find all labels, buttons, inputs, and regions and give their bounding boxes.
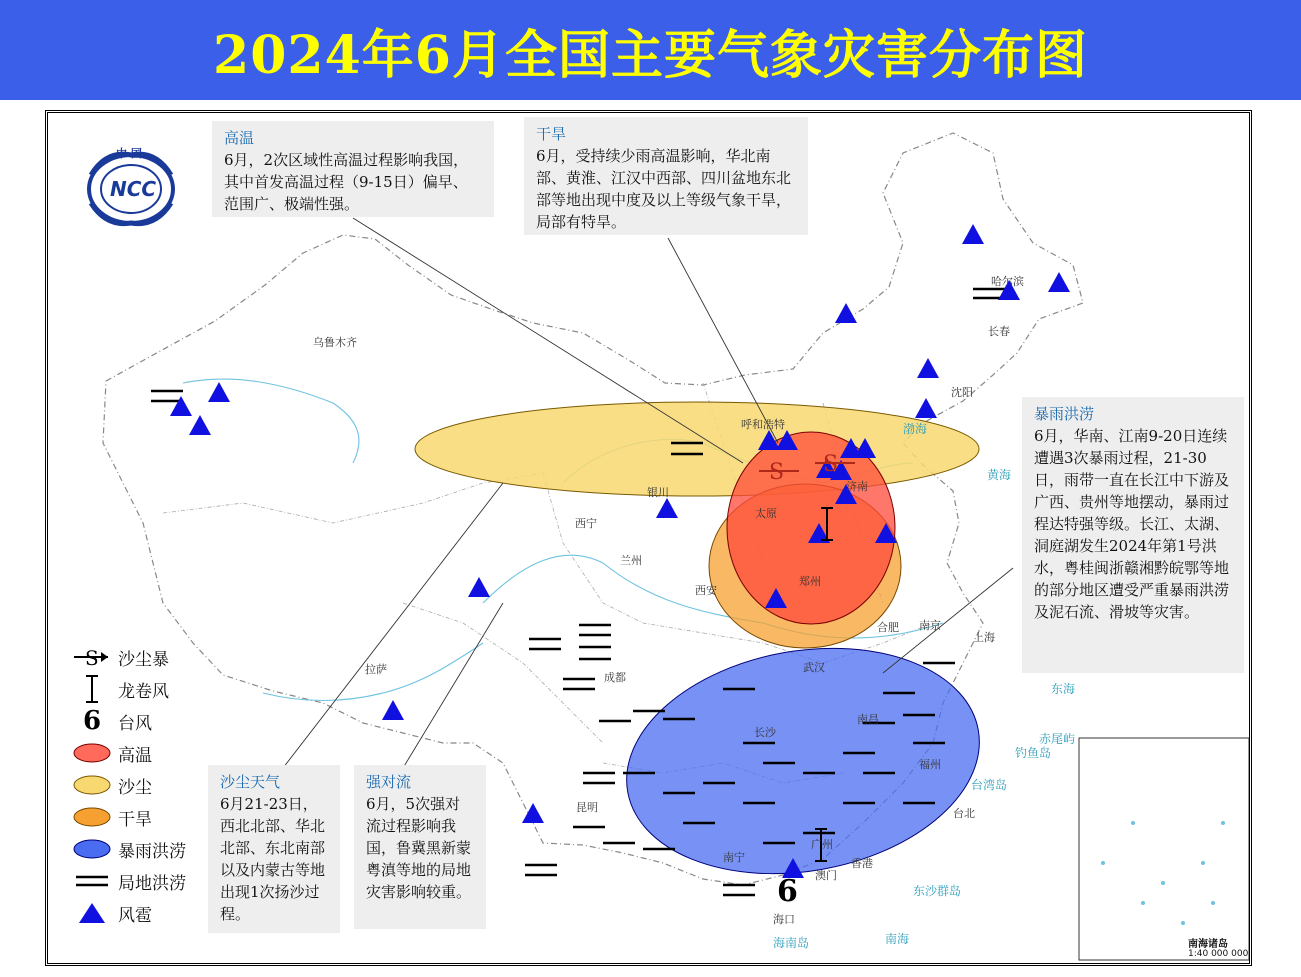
inset-title: 南海诸岛 xyxy=(1188,939,1228,950)
map-frame xyxy=(45,110,1252,966)
legend-row-rainstorm xyxy=(70,833,230,865)
city-label: 香港 xyxy=(851,857,873,870)
city-label: 昆明 xyxy=(576,801,598,814)
hail-mark xyxy=(382,700,404,720)
legend-row-drought xyxy=(70,801,230,833)
legend xyxy=(70,641,230,929)
city-label: 南宁 xyxy=(723,851,745,864)
sea-label: 南海 xyxy=(885,932,910,946)
local-flood-icon xyxy=(70,866,114,896)
city-label: 济南 xyxy=(846,480,868,493)
drought-callout xyxy=(524,117,808,235)
dust-head: 沙尘天气 xyxy=(220,773,281,791)
drought-head: 干旱 xyxy=(536,125,567,143)
legend-row-high-temp xyxy=(70,737,230,769)
svg-text:S: S xyxy=(85,646,99,670)
rainstorm-body: 6月，华南、江南9-20日连续遭遇3次暴雨过程，21-30日，雨带一直在长江中下游及广西、贵州等地摆动，暴雨过程达特强等级。长江、太湖、洞庭湖发生2024年第1号洪水，粤桂闽浙赣湘黔皖鄂等地的部分地区遭受严重暴雨洪涝及泥石流、滑坡等灾害。 xyxy=(1034,427,1230,621)
legend-row-typhoon xyxy=(70,705,230,737)
high-temp-callout xyxy=(212,121,494,217)
convection-body: 6月，5次强对流过程影响我国，鲁冀黑新蒙粤滇等地的局地灾害影响较重。 xyxy=(366,795,472,901)
legend-label: 局地洪涝 xyxy=(118,873,186,894)
city-label: 拉萨 xyxy=(365,663,387,676)
typhoon-icon: 6 xyxy=(82,706,102,736)
legend-label: 台风 xyxy=(118,713,152,734)
city-label: 海口 xyxy=(773,913,795,926)
city-label: 长沙 xyxy=(754,726,776,739)
dust-area xyxy=(415,402,979,496)
city-label: 哈尔滨 xyxy=(991,275,1024,288)
logo-top-text: 中 国 xyxy=(116,147,142,160)
rainstorm-swatch xyxy=(70,834,114,864)
hail-mark xyxy=(170,396,192,416)
inset-scale: 1:40 000 000 xyxy=(1188,949,1249,959)
svg-text:S: S xyxy=(823,452,839,477)
hail-mark xyxy=(656,498,678,518)
sea-label: 黄海 xyxy=(987,468,1012,482)
legend-row-dust xyxy=(70,769,230,801)
legend-row-tornado xyxy=(70,673,230,705)
svg-text:S: S xyxy=(769,460,785,485)
city-label: 太原 xyxy=(755,507,777,520)
sandstorm-icon xyxy=(70,642,114,672)
dust-swatch xyxy=(70,770,114,800)
convection-head: 强对流 xyxy=(366,773,412,791)
hail-mark xyxy=(962,224,984,244)
sea-label: 东沙群岛 xyxy=(913,884,962,898)
legend-label: 沙尘暴 xyxy=(118,649,169,670)
sea-label: 赤尾屿 xyxy=(1039,732,1076,746)
city-label: 郑州 xyxy=(799,575,821,588)
title-bar xyxy=(0,0,1301,100)
rainstorm-head: 暴雨洪涝 xyxy=(1034,405,1095,423)
city-label: 福州 xyxy=(919,758,941,771)
city-label: 广州 xyxy=(811,838,833,851)
convection-callout xyxy=(354,765,486,929)
legend-label: 风雹 xyxy=(118,905,152,926)
rainstorm-callout xyxy=(1022,397,1244,673)
hail-mark xyxy=(1048,272,1070,292)
legend-label: 高温 xyxy=(118,745,152,766)
sea-label: 渤海 xyxy=(903,422,928,436)
city-label: 银川 xyxy=(647,486,669,499)
sea-label: 台湾岛 xyxy=(971,778,1008,792)
high-temp-area xyxy=(727,432,895,624)
city-label: 澳门 xyxy=(815,869,837,882)
drought-swatch xyxy=(70,802,114,832)
city-label: 台北 xyxy=(953,807,975,820)
ncc-logo xyxy=(76,145,186,229)
legend-label: 龙卷风 xyxy=(118,681,169,702)
hail-mark xyxy=(468,577,490,597)
page-title: 2024年6月全国主要气象灾害分布图 xyxy=(213,24,1088,86)
hail-mark xyxy=(189,415,211,435)
city-label: 乌鲁木齐 xyxy=(313,336,357,349)
tornado-icon xyxy=(70,674,114,704)
legend-label: 干旱 xyxy=(118,809,152,830)
city-label: 西安 xyxy=(695,584,717,597)
city-label: 西宁 xyxy=(575,517,597,530)
city-label: 呼和浩特 xyxy=(741,418,785,431)
legend-row-hail xyxy=(70,897,230,929)
city-label: 南京 xyxy=(919,619,941,632)
city-label: 南昌 xyxy=(857,713,879,726)
hail-mark xyxy=(917,358,939,378)
dust-body: 6月21-23日，西北北部、华北北部、东北南部以及内蒙古等地出现1次扬沙过程。 xyxy=(220,795,326,923)
high-temp-head: 高温 xyxy=(224,129,255,147)
hail-mark xyxy=(835,303,857,323)
city-label: 成都 xyxy=(604,671,626,684)
legend-row-sandstorm xyxy=(70,641,230,673)
hail-mark xyxy=(522,803,544,823)
typhoon-mark: 6 xyxy=(777,874,798,909)
logo-abbr: NCC xyxy=(110,177,157,201)
city-label: 武汉 xyxy=(803,661,825,674)
sea-label: 钓鱼岛 xyxy=(1015,746,1052,760)
drought-body: 6月，受持续少雨高温影响，华北南部、黄淮、江汉中西部、四川盆地东北部等地出现中度及以上等级气象干旱，局部有特旱。 xyxy=(536,147,792,231)
city-label: 上海 xyxy=(973,631,995,644)
inset-frame xyxy=(1079,738,1249,960)
sea-label: 海南岛 xyxy=(773,936,810,950)
sea-label: 东海 xyxy=(1051,682,1076,696)
high-temp-swatch xyxy=(70,738,114,768)
city-label: 长春 xyxy=(988,325,1010,338)
legend-label: 暴雨洪涝 xyxy=(118,841,186,862)
city-label: 沈阳 xyxy=(951,386,973,399)
hail-icon xyxy=(70,898,114,928)
high-temp-body: 6月，2次区域性高温过程影响我国，其中首发高温过程（9-15日）偏早、范围广、极端性强。 xyxy=(224,151,469,213)
city-label: 兰州 xyxy=(620,554,642,567)
hail-mark xyxy=(915,398,937,418)
legend-row-local-flood xyxy=(70,865,230,897)
city-label: 合肥 xyxy=(877,621,899,634)
hail-mark xyxy=(208,382,230,402)
legend-label: 沙尘 xyxy=(118,777,152,798)
